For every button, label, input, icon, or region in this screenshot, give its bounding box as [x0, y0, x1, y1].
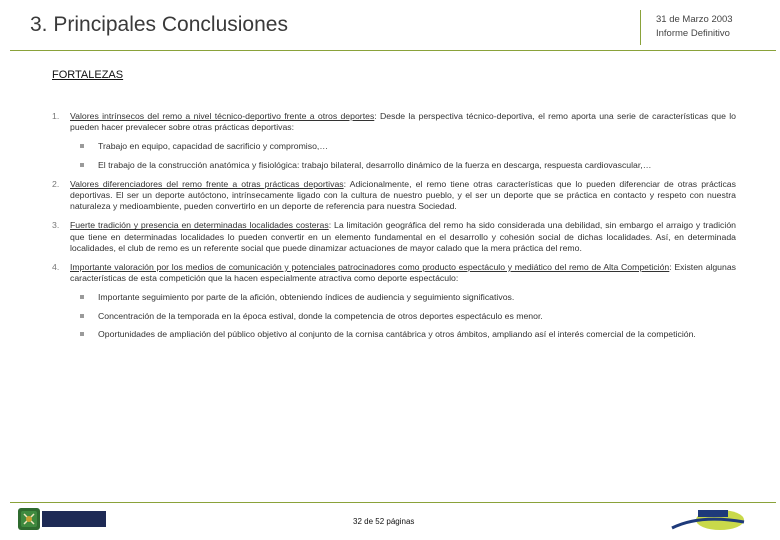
header-meta: [656, 13, 733, 41]
euskadi-logo: [670, 508, 746, 532]
header-divider: [10, 50, 776, 51]
bullet-icon: [80, 295, 84, 299]
item-number: 3.: [52, 220, 60, 231]
bullet-item: Oportunidades de ampliación del público objetivo al conjunto de la cornisa cantábrica y otros ámbitos, ampliando así el interés comercial de la competición.: [70, 329, 736, 340]
government-logo: [18, 508, 106, 530]
government-logo-wordmark: [42, 511, 106, 527]
bullet-item: Importante seguimiento por parte de la afición, obteniendo índices de audiencia y seguimiento significativos.: [70, 292, 736, 303]
list-item: [52, 262, 736, 340]
item-text: : Desde la perspectiva técnico-deportiva, el remo aporta una serie de características que lo pueden hacer prevalecer sobre otras prácticas deportivas:: [70, 111, 736, 133]
list-item: [52, 179, 736, 213]
bullet-list: [70, 141, 736, 170]
conclusions-list: [52, 111, 736, 348]
item-text: : Existen algunas características de esta competición que la hacen especialmente atractiva como deporte espectáculo:: [70, 262, 737, 284]
bullet-item: Concentración de la temporada en la época estival, donde la competencia de otros deportes espectáculo es menor.: [70, 311, 736, 322]
report-date: 31 de Marzo 2003: [656, 14, 733, 25]
bullet-icon: [80, 144, 84, 148]
report-type: Informe Definitivo: [656, 28, 730, 39]
page-number: 32 de 52 páginas: [353, 517, 415, 526]
item-heading: Valores diferenciadores del remo frente a otras prácticas deportivas: [70, 178, 344, 189]
bullet-list: [70, 292, 736, 340]
crest-icon: [18, 508, 40, 530]
item-text: : La limitación geográfica del remo ha sido considerada una debilidad, sin embargo el arraigo y tradición que tiene en determinadas localidades lo pueden convertir en un elemento fundamental en el desarrollo y cohesión social de dichas localidades. Así, en determinada localidades, el club de remo es un referente social que puede dinamizar actuaciones de mayor calado que la mera práctica del remo.: [70, 220, 736, 253]
page-title: 3. Principales Conclusiones: [30, 13, 288, 36]
list-item: [52, 220, 736, 254]
item-heading: Valores intrínsecos del remo a nivel técnico-deportivo frente a otros deportes: [70, 111, 375, 121]
item-number: 1.: [52, 111, 60, 121]
section-title: FORTALEZAS: [52, 69, 124, 81]
item-text: : Adicionalmente, el remo tiene otras características que lo pueden diferenciar de otras prácticas deportivas. El ser un deporte autóctono, intrínsecamente ligado con la cultura de nuestro pueblo, y el ser un deporte que se práctica en contacto y respeto con nuestra naturaleza y medioambiente, pueden convertirlo en un deporte de referencia para nuestra Sociedad.: [70, 178, 736, 212]
item-heading: Importante valoración por los medios de comunicación y potenciales patrocinadores como producto espectáculo y mediático del remo de Alta Competición: [70, 262, 670, 273]
item-number: 4.: [52, 262, 60, 273]
list-item: [52, 111, 736, 171]
bullet-item: Trabajo en equipo, capacidad de sacrificio y compromiso,…: [70, 141, 736, 152]
header-divider-vertical: [640, 10, 641, 45]
bullet-item: El trabajo de la construcción anatómica y fisiológica: trabajo bilateral, desarrollo dinámico de la fuerza en descarga, respuesta cardiovascular,…: [70, 160, 736, 171]
bullet-icon: [80, 314, 84, 318]
item-heading: Fuerte tradición y presencia en determinadas localidades costeras: [70, 220, 329, 231]
footer-divider: [10, 502, 776, 503]
item-number: 2.: [52, 178, 60, 189]
bullet-icon: [80, 163, 84, 167]
bullet-icon: [80, 332, 84, 336]
